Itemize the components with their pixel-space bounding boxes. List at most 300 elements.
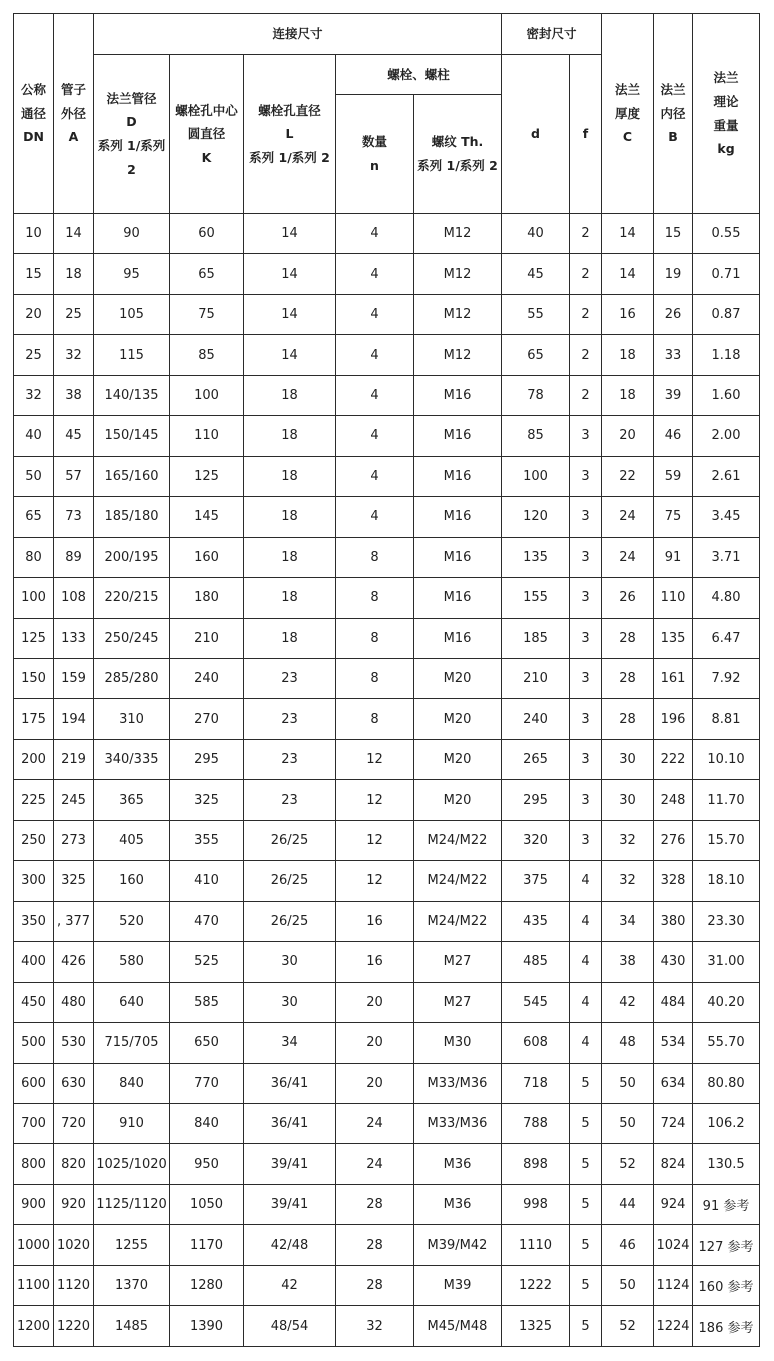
- cell-dn: 200: [14, 739, 54, 779]
- cell-pipe-od: 920: [54, 1184, 94, 1224]
- table-row: [14, 1144, 760, 1184]
- cell-thread: M24/M22: [414, 820, 502, 860]
- cell-bolt-hole: 18: [244, 537, 336, 577]
- table-row: [14, 1023, 760, 1063]
- cell-dn: 1200: [14, 1306, 54, 1347]
- cell-seal-d: 120: [502, 497, 570, 537]
- cell-seal-d: 545: [502, 982, 570, 1022]
- cell-seal-f: 5: [570, 1306, 602, 1347]
- cell-thread: M20: [414, 780, 502, 820]
- table-row: [14, 1225, 760, 1265]
- cell-dn: 800: [14, 1144, 54, 1184]
- table-body: [14, 214, 760, 1347]
- cell-seal-f: 2: [570, 254, 602, 294]
- cell-thickness: 38: [602, 942, 654, 982]
- cell-thread: M16: [414, 618, 502, 658]
- cell-bolt-hole: 18: [244, 578, 336, 618]
- cell-thickness: 30: [602, 780, 654, 820]
- cell-thread: M24/M22: [414, 861, 502, 901]
- cell-bolt-hole: 48/54: [244, 1306, 336, 1347]
- cell-pipe-od: 18: [54, 254, 94, 294]
- cell-dn: 1100: [14, 1265, 54, 1305]
- cell-pipe-od: 720: [54, 1103, 94, 1143]
- cell-dn: 32: [14, 375, 54, 415]
- cell-thickness: 50: [602, 1103, 654, 1143]
- cell-seal-f: 3: [570, 497, 602, 537]
- cell-flange-od: 105: [94, 294, 170, 334]
- cell-thread: M16: [414, 497, 502, 537]
- cell-pipe-od: 73: [54, 497, 94, 537]
- cell-bolt-circle: 525: [170, 942, 244, 982]
- cell-thickness: 52: [602, 1144, 654, 1184]
- cell-seal-d: 265: [502, 739, 570, 779]
- cell-flange-od: 200/195: [94, 537, 170, 577]
- cell-thickness: 50: [602, 1063, 654, 1103]
- cell-inner-diameter: 380: [654, 901, 693, 941]
- cell-flange-od: 520: [94, 901, 170, 941]
- cell-flange-od: 715/705: [94, 1023, 170, 1063]
- cell-weight: 3.71: [693, 537, 760, 577]
- cell-bolt-circle: 840: [170, 1103, 244, 1143]
- cell-bolt-circle: 1170: [170, 1225, 244, 1265]
- cell-bolt-count: 28: [336, 1265, 414, 1305]
- cell-inner-diameter: 924: [654, 1184, 693, 1224]
- cell-dn: 20: [14, 294, 54, 334]
- cell-seal-d: 1325: [502, 1306, 570, 1347]
- cell-weight: 0.71: [693, 254, 760, 294]
- cell-weight: 0.87: [693, 294, 760, 334]
- cell-flange-od: 580: [94, 942, 170, 982]
- cell-weight: 40.20: [693, 982, 760, 1022]
- cell-bolt-count: 12: [336, 820, 414, 860]
- header-flange-weight: 法兰 理论 重量 kg: [693, 14, 760, 214]
- cell-bolt-count: 24: [336, 1144, 414, 1184]
- cell-bolt-circle: 410: [170, 861, 244, 901]
- cell-thickness: 26: [602, 578, 654, 618]
- cell-thickness: 44: [602, 1184, 654, 1224]
- header-bolt-circle-diameter: 螺栓孔中心 圆直径 K: [170, 55, 244, 214]
- cell-weight: 80.80: [693, 1063, 760, 1103]
- cell-bolt-hole: 18: [244, 456, 336, 496]
- cell-seal-f: 3: [570, 658, 602, 698]
- cell-bolt-hole: 36/41: [244, 1063, 336, 1103]
- table-row: [14, 254, 760, 294]
- cell-flange-od: 405: [94, 820, 170, 860]
- cell-thread: M24/M22: [414, 901, 502, 941]
- cell-weight: 6.47: [693, 618, 760, 658]
- cell-seal-d: 898: [502, 1144, 570, 1184]
- cell-bolt-hole: 23: [244, 739, 336, 779]
- cell-bolt-circle: 60: [170, 214, 244, 254]
- cell-seal-d: 608: [502, 1023, 570, 1063]
- cell-dn: 400: [14, 942, 54, 982]
- table-row: [14, 901, 760, 941]
- cell-seal-f: 3: [570, 739, 602, 779]
- cell-weight: 1.18: [693, 335, 760, 375]
- cell-weight: 31.00: [693, 942, 760, 982]
- cell-bolt-hole: 30: [244, 942, 336, 982]
- cell-weight: 23.30: [693, 901, 760, 941]
- cell-seal-f: 3: [570, 699, 602, 739]
- cell-seal-d: 240: [502, 699, 570, 739]
- cell-inner-diameter: 59: [654, 456, 693, 496]
- cell-flange-od: 115: [94, 335, 170, 375]
- cell-dn: 1000: [14, 1225, 54, 1265]
- cell-bolt-count: 4: [336, 294, 414, 334]
- cell-bolt-circle: 1050: [170, 1184, 244, 1224]
- table-row: [14, 739, 760, 779]
- cell-inner-diameter: 91: [654, 537, 693, 577]
- cell-seal-d: 998: [502, 1184, 570, 1224]
- cell-thickness: 52: [602, 1306, 654, 1347]
- cell-bolt-circle: 585: [170, 982, 244, 1022]
- cell-dn: 175: [14, 699, 54, 739]
- cell-dn: 250: [14, 820, 54, 860]
- cell-weight: 2.00: [693, 416, 760, 456]
- cell-pipe-od: , 377: [54, 901, 94, 941]
- header-thread: 螺纹 Th. 系列 1/系列 2: [414, 95, 502, 214]
- cell-seal-f: 3: [570, 780, 602, 820]
- cell-seal-f: 4: [570, 942, 602, 982]
- cell-pipe-od: 1020: [54, 1225, 94, 1265]
- cell-seal-d: 135: [502, 537, 570, 577]
- cell-dn: 350: [14, 901, 54, 941]
- cell-thickness: 28: [602, 618, 654, 658]
- cell-seal-d: 435: [502, 901, 570, 941]
- cell-bolt-count: 4: [336, 497, 414, 537]
- cell-seal-d: 65: [502, 335, 570, 375]
- cell-weight: 91 参考: [693, 1184, 760, 1224]
- cell-seal-d: 320: [502, 820, 570, 860]
- cell-bolt-circle: 160: [170, 537, 244, 577]
- cell-dn: 900: [14, 1184, 54, 1224]
- cell-bolt-circle: 210: [170, 618, 244, 658]
- cell-weight: 160 参考: [693, 1265, 760, 1305]
- cell-pipe-od: 194: [54, 699, 94, 739]
- cell-inner-diameter: 1224: [654, 1306, 693, 1347]
- cell-bolt-circle: 110: [170, 416, 244, 456]
- cell-thickness: 48: [602, 1023, 654, 1063]
- header-dn: 公称 通径 DN: [14, 14, 54, 214]
- cell-seal-f: 5: [570, 1144, 602, 1184]
- cell-thread: M39/M42: [414, 1225, 502, 1265]
- cell-seal-d: 210: [502, 658, 570, 698]
- cell-thread: M16: [414, 375, 502, 415]
- cell-dn: 225: [14, 780, 54, 820]
- cell-thickness: 24: [602, 537, 654, 577]
- cell-flange-od: 250/245: [94, 618, 170, 658]
- cell-thickness: 42: [602, 982, 654, 1022]
- cell-thread: M27: [414, 942, 502, 982]
- cell-weight: 2.61: [693, 456, 760, 496]
- header-flange-inner-diameter: 法兰 内径 B: [654, 14, 693, 214]
- cell-flange-od: 220/215: [94, 578, 170, 618]
- cell-pipe-od: 133: [54, 618, 94, 658]
- cell-bolt-count: 4: [336, 335, 414, 375]
- cell-seal-d: 55: [502, 294, 570, 334]
- cell-pipe-od: 245: [54, 780, 94, 820]
- cell-pipe-od: 426: [54, 942, 94, 982]
- table-row: [14, 658, 760, 698]
- cell-dn: 600: [14, 1063, 54, 1103]
- cell-thickness: 14: [602, 214, 654, 254]
- table-row: [14, 1265, 760, 1305]
- cell-bolt-circle: 295: [170, 739, 244, 779]
- cell-flange-od: 160: [94, 861, 170, 901]
- cell-bolt-count: 20: [336, 1023, 414, 1063]
- cell-seal-f: 2: [570, 375, 602, 415]
- cell-seal-d: 485: [502, 942, 570, 982]
- cell-bolt-hole: 18: [244, 375, 336, 415]
- table-row: [14, 456, 760, 496]
- cell-pipe-od: 45: [54, 416, 94, 456]
- cell-flange-od: 310: [94, 699, 170, 739]
- cell-thread: M12: [414, 335, 502, 375]
- cell-inner-diameter: 33: [654, 335, 693, 375]
- cell-pipe-od: 325: [54, 861, 94, 901]
- cell-thread: M36: [414, 1144, 502, 1184]
- cell-weight: 186 参考: [693, 1306, 760, 1347]
- cell-dn: 50: [14, 456, 54, 496]
- table-row: [14, 214, 760, 254]
- cell-thread: M45/M48: [414, 1306, 502, 1347]
- cell-seal-f: 4: [570, 901, 602, 941]
- cell-flange-od: 910: [94, 1103, 170, 1143]
- cell-inner-diameter: 328: [654, 861, 693, 901]
- cell-thickness: 28: [602, 699, 654, 739]
- table-row: [14, 699, 760, 739]
- cell-thread: M12: [414, 254, 502, 294]
- cell-inner-diameter: 276: [654, 820, 693, 860]
- cell-inner-diameter: 46: [654, 416, 693, 456]
- cell-thickness: 18: [602, 375, 654, 415]
- cell-bolt-circle: 325: [170, 780, 244, 820]
- cell-weight: 0.55: [693, 214, 760, 254]
- cell-bolt-count: 24: [336, 1103, 414, 1143]
- cell-thread: M27: [414, 982, 502, 1022]
- cell-thread: M20: [414, 658, 502, 698]
- cell-bolt-count: 20: [336, 1063, 414, 1103]
- cell-flange-od: 840: [94, 1063, 170, 1103]
- cell-weight: 7.92: [693, 658, 760, 698]
- cell-bolt-hole: 14: [244, 214, 336, 254]
- table-row: [14, 618, 760, 658]
- table-row: [14, 820, 760, 860]
- header-bolt-count: 数量 n: [336, 95, 414, 214]
- cell-thickness: 18: [602, 335, 654, 375]
- table-row: [14, 780, 760, 820]
- cell-pipe-od: 89: [54, 537, 94, 577]
- cell-thickness: 24: [602, 497, 654, 537]
- cell-pipe-od: 108: [54, 578, 94, 618]
- cell-bolt-hole: 39/41: [244, 1144, 336, 1184]
- cell-flange-od: 95: [94, 254, 170, 294]
- cell-inner-diameter: 196: [654, 699, 693, 739]
- cell-seal-d: 78: [502, 375, 570, 415]
- cell-inner-diameter: 1124: [654, 1265, 693, 1305]
- cell-seal-d: 155: [502, 578, 570, 618]
- cell-dn: 25: [14, 335, 54, 375]
- cell-seal-f: 3: [570, 456, 602, 496]
- cell-bolt-hole: 23: [244, 780, 336, 820]
- cell-seal-f: 3: [570, 820, 602, 860]
- cell-bolt-hole: 26/25: [244, 901, 336, 941]
- cell-seal-f: 3: [570, 618, 602, 658]
- cell-inner-diameter: 161: [654, 658, 693, 698]
- cell-bolt-count: 8: [336, 618, 414, 658]
- header-seal-dimensions: 密封尺寸: [502, 14, 602, 55]
- cell-seal-f: 2: [570, 294, 602, 334]
- cell-bolt-count: 20: [336, 982, 414, 1022]
- cell-bolt-count: 8: [336, 699, 414, 739]
- cell-dn: 150: [14, 658, 54, 698]
- cell-inner-diameter: 1024: [654, 1225, 693, 1265]
- cell-pipe-od: 530: [54, 1023, 94, 1063]
- flange-dimension-table: [13, 13, 760, 1347]
- cell-bolt-circle: 65: [170, 254, 244, 294]
- cell-bolt-circle: 75: [170, 294, 244, 334]
- cell-thickness: 32: [602, 820, 654, 860]
- cell-bolt-count: 4: [336, 375, 414, 415]
- cell-seal-f: 3: [570, 537, 602, 577]
- cell-bolt-hole: 42: [244, 1265, 336, 1305]
- cell-bolt-count: 32: [336, 1306, 414, 1347]
- cell-thread: M39: [414, 1265, 502, 1305]
- cell-pipe-od: 273: [54, 820, 94, 860]
- cell-seal-d: 100: [502, 456, 570, 496]
- cell-bolt-hole: 14: [244, 254, 336, 294]
- cell-seal-f: 5: [570, 1184, 602, 1224]
- cell-dn: 10: [14, 214, 54, 254]
- table-row: [14, 1103, 760, 1143]
- cell-pipe-od: 630: [54, 1063, 94, 1103]
- cell-thread: M20: [414, 699, 502, 739]
- cell-dn: 40: [14, 416, 54, 456]
- table-row: [14, 416, 760, 456]
- cell-seal-d: 1222: [502, 1265, 570, 1305]
- cell-weight: 10.10: [693, 739, 760, 779]
- cell-pipe-od: 57: [54, 456, 94, 496]
- cell-pipe-od: 1120: [54, 1265, 94, 1305]
- cell-inner-diameter: 222: [654, 739, 693, 779]
- cell-bolt-count: 16: [336, 942, 414, 982]
- cell-bolt-circle: 650: [170, 1023, 244, 1063]
- cell-seal-f: 5: [570, 1063, 602, 1103]
- cell-dn: 300: [14, 861, 54, 901]
- cell-bolt-circle: 1390: [170, 1306, 244, 1347]
- cell-seal-d: 40: [502, 214, 570, 254]
- cell-dn: 65: [14, 497, 54, 537]
- cell-dn: 125: [14, 618, 54, 658]
- cell-bolt-count: 12: [336, 739, 414, 779]
- cell-thickness: 30: [602, 739, 654, 779]
- cell-dn: 80: [14, 537, 54, 577]
- cell-thread: M16: [414, 578, 502, 618]
- cell-inner-diameter: 484: [654, 982, 693, 1022]
- cell-seal-f: 2: [570, 214, 602, 254]
- cell-bolt-count: 4: [336, 254, 414, 294]
- table-row: [14, 942, 760, 982]
- cell-seal-f: 4: [570, 861, 602, 901]
- table-row: [14, 1184, 760, 1224]
- cell-bolt-circle: 125: [170, 456, 244, 496]
- cell-bolt-hole: 26/25: [244, 861, 336, 901]
- cell-bolt-count: 16: [336, 901, 414, 941]
- header-bolt-hole-diameter: 螺栓孔直径 L 系列 1/系列 2: [244, 55, 336, 214]
- cell-bolt-hole: 42/48: [244, 1225, 336, 1265]
- cell-bolt-hole: 14: [244, 335, 336, 375]
- header-seal-d: d: [502, 55, 570, 214]
- cell-thread: M16: [414, 537, 502, 577]
- cell-bolt-count: 12: [336, 780, 414, 820]
- cell-inner-diameter: 110: [654, 578, 693, 618]
- cell-seal-d: 45: [502, 254, 570, 294]
- cell-bolt-circle: 145: [170, 497, 244, 537]
- cell-weight: 4.80: [693, 578, 760, 618]
- cell-flange-od: 1255: [94, 1225, 170, 1265]
- cell-pipe-od: 480: [54, 982, 94, 1022]
- cell-seal-f: 5: [570, 1225, 602, 1265]
- cell-flange-od: 1125/1120: [94, 1184, 170, 1224]
- cell-seal-d: 1110: [502, 1225, 570, 1265]
- cell-flange-od: 1485: [94, 1306, 170, 1347]
- cell-pipe-od: 159: [54, 658, 94, 698]
- cell-bolt-hole: 18: [244, 618, 336, 658]
- cell-thread: M12: [414, 294, 502, 334]
- cell-seal-f: 4: [570, 1023, 602, 1063]
- cell-bolt-count: 28: [336, 1225, 414, 1265]
- cell-pipe-od: 1220: [54, 1306, 94, 1347]
- cell-seal-d: 85: [502, 416, 570, 456]
- cell-weight: 15.70: [693, 820, 760, 860]
- cell-seal-f: 3: [570, 578, 602, 618]
- cell-seal-f: 4: [570, 982, 602, 1022]
- cell-bolt-count: 4: [336, 214, 414, 254]
- cell-inner-diameter: 634: [654, 1063, 693, 1103]
- cell-bolt-count: 28: [336, 1184, 414, 1224]
- cell-bolt-hole: 39/41: [244, 1184, 336, 1224]
- cell-inner-diameter: 248: [654, 780, 693, 820]
- table-row: [14, 335, 760, 375]
- cell-thread: M12: [414, 214, 502, 254]
- table-row: [14, 578, 760, 618]
- cell-bolt-circle: 100: [170, 375, 244, 415]
- cell-thread: M20: [414, 739, 502, 779]
- cell-flange-od: 165/160: [94, 456, 170, 496]
- cell-bolt-circle: 950: [170, 1144, 244, 1184]
- cell-dn: 100: [14, 578, 54, 618]
- header-bolts-studs: 螺栓、螺柱: [336, 55, 502, 95]
- cell-seal-f: 3: [570, 416, 602, 456]
- header-pipe-od: 管子 外径 A: [54, 14, 94, 214]
- cell-thickness: 16: [602, 294, 654, 334]
- cell-weight: 127 参考: [693, 1225, 760, 1265]
- cell-bolt-circle: 355: [170, 820, 244, 860]
- cell-bolt-count: 8: [336, 578, 414, 618]
- cell-thickness: 14: [602, 254, 654, 294]
- cell-flange-od: 185/180: [94, 497, 170, 537]
- cell-bolt-count: 12: [336, 861, 414, 901]
- table-row: [14, 1063, 760, 1103]
- cell-inner-diameter: 15: [654, 214, 693, 254]
- cell-dn: 500: [14, 1023, 54, 1063]
- cell-seal-d: 185: [502, 618, 570, 658]
- cell-bolt-hole: 36/41: [244, 1103, 336, 1143]
- table-row: [14, 537, 760, 577]
- cell-weight: 55.70: [693, 1023, 760, 1063]
- cell-flange-od: 1370: [94, 1265, 170, 1305]
- cell-thickness: 28: [602, 658, 654, 698]
